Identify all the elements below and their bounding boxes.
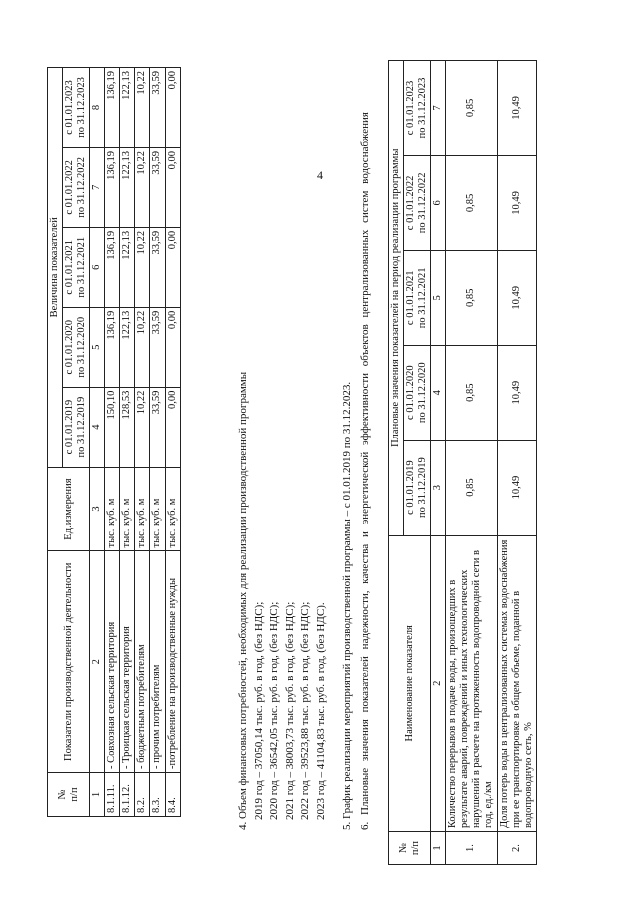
row-value: 0,85: [446, 345, 497, 440]
t1-header-unit: Ед.измерения: [48, 467, 90, 551]
row-value: 0,00: [165, 227, 180, 307]
row-value: 10,49: [497, 250, 536, 345]
row-number: 2.: [497, 832, 536, 865]
row-value: 10,49: [497, 61, 536, 156]
t1-col-number: 3: [90, 467, 105, 551]
row-value: 0,85: [446, 440, 497, 535]
t1-column-numbers: [90, 68, 105, 817]
financing-line: 2019 год – 37050,14 тыс. руб. в год, (без НДС);: [252, 601, 265, 820]
t1-header-num: № п/п: [48, 773, 90, 817]
t1-header-indicator: Показатели производственной деятельности: [48, 551, 90, 773]
section-6-title: 6. Плановые значения показателей надежности, качества и энергетической эффективности объектов централизованных систем водоснабжения: [359, 112, 371, 830]
t1-col-number: 2: [90, 551, 105, 773]
row-unit: тыс. куб. м: [165, 467, 180, 551]
row-value: 136,19: [105, 307, 120, 387]
row-value: 150,10: [105, 387, 120, 467]
row-unit: тыс. куб. м: [120, 467, 135, 551]
t1-col-number: 5: [90, 307, 105, 387]
t2-header-period: с 01.01.2021 по 31.12.2021: [404, 250, 431, 345]
row-number: 8.4.: [165, 773, 180, 817]
row-value: 33,59: [150, 147, 165, 227]
row-value: 0,00: [165, 68, 180, 148]
table-row: [105, 68, 120, 817]
t1-col-number: 8: [90, 68, 105, 148]
t1-col-number: 1: [90, 773, 105, 817]
t2-header-period: с 01.01.2022 по 31.12.2022: [404, 155, 431, 250]
row-value: 0,85: [446, 250, 497, 345]
row-indicator-name: - прочим потребителям: [150, 551, 165, 773]
row-value: 33,59: [150, 227, 165, 307]
section-4-title: 4. Объем финансовых потребностей, необходимых для реализации производственной программы: [237, 371, 249, 830]
t2-col-number: 7: [431, 61, 446, 156]
t1-header-period: с 01.01.2022 по 31.12.2022: [63, 147, 90, 227]
row-value: 10,22: [135, 68, 150, 148]
row-value: 122,13: [120, 68, 135, 148]
t2-col-number: 4: [431, 345, 446, 440]
table-row: [446, 61, 497, 865]
row-value: 0,00: [165, 147, 180, 227]
page-number: 4: [317, 168, 323, 182]
t2-header-period: с 01.01.2020 по 31.12.2020: [404, 345, 431, 440]
t2-header-group: Плановые значения показателей на период реализации программы: [389, 61, 404, 536]
row-value: 10,22: [135, 387, 150, 467]
row-indicator-name: - Троицкая сельская территория: [120, 551, 135, 773]
t2-col-number: 6: [431, 155, 446, 250]
row-unit: тыс. куб. м: [150, 467, 165, 551]
row-value: 122,13: [120, 307, 135, 387]
reliability-indicators-table: [388, 60, 537, 865]
row-number: 8.1.12.: [120, 773, 135, 817]
t2-col-number: 3: [431, 440, 446, 535]
table-row: [120, 68, 135, 817]
t1-header-period: с 01.01.2023 по 31.12.2023: [63, 68, 90, 148]
row-number: 8.3.: [150, 773, 165, 817]
row-value: 33,59: [150, 68, 165, 148]
table-row: [135, 68, 150, 817]
financing-line: 2022 год – 39523,88 тыс. руб. в год, (без НДС);: [299, 601, 311, 820]
t1-header-period: с 01.01.2019 по 31.12.2019: [63, 387, 90, 467]
t2-column-numbers: [431, 61, 446, 865]
row-number: 8.2.: [135, 773, 150, 817]
row-value: 122,13: [120, 227, 135, 307]
table-row: [150, 68, 165, 817]
row-value: 10,49: [497, 345, 536, 440]
row-value: 10,22: [135, 307, 150, 387]
t2-col-number: 2: [431, 535, 446, 832]
row-value: 136,19: [105, 227, 120, 307]
table-row: [497, 61, 536, 865]
section-5-schedule: 5. График реализации мероприятий производственной программы – с 01.01.2019 по 31.12.2023.: [341, 381, 353, 830]
row-value: 0,85: [446, 61, 497, 156]
row-value: 128,53: [120, 387, 135, 467]
t1-col-number: 7: [90, 147, 105, 227]
row-value: 10,49: [497, 155, 536, 250]
row-value: 122,13: [120, 147, 135, 227]
row-value: 0,00: [165, 387, 180, 467]
section-4-financing: [236, 50, 329, 830]
t2-header-name: Наименование показателя: [389, 535, 431, 832]
row-unit: тыс. куб. м: [105, 467, 120, 551]
production-indicators-table: [47, 67, 181, 817]
t1-col-number: 4: [90, 387, 105, 467]
row-value: 136,19: [105, 147, 120, 227]
row-value: 0,00: [165, 307, 180, 387]
row-number: 1.: [446, 832, 497, 865]
row-value: 10,22: [135, 227, 150, 307]
t2-header-num: № п/п: [389, 832, 431, 865]
row-indicator-name: - бюджетным потребителям: [135, 551, 150, 773]
financing-line: 2023 год – 41104,83 тыс. руб. в год, (без НДС).: [314, 602, 327, 820]
row-value: 0,85: [446, 155, 497, 250]
financing-line: 2021 год – 38003,73 тыс. руб. в год, (без НДС);: [283, 601, 296, 820]
t2-header-period: с 01.01.2019 по 31.12.2019: [404, 440, 431, 535]
t2-header-period: с 01.01.2023 по 31.12.2023: [404, 61, 431, 156]
row-indicator-name: -потребление на производственные нужды: [165, 551, 180, 773]
row-value: 136,19: [105, 68, 120, 148]
t2-col-number: 1: [431, 832, 446, 865]
row-number: 8.1.11.: [105, 773, 120, 817]
row-unit: тыс. куб. м: [135, 467, 150, 551]
t1-header-group: Величина показателей: [48, 68, 63, 468]
row-indicator-name: - Совхозная сельская территория: [105, 551, 120, 773]
financing-line: 2020 год – 36542,05 тыс. руб. в год, (без НДС);: [268, 601, 280, 820]
row-indicator-name: Доля потерь воды в централизованных системах водоснабжения при ее транспортировке в общем объеме, поданной в водопроводную сеть, %: [497, 535, 536, 832]
t2-col-number: 5: [431, 250, 446, 345]
t1-header-period: с 01.01.2020 по 31.12.2020: [63, 307, 90, 387]
row-value: 33,59: [150, 387, 165, 467]
t1-header-period: с 01.01.2021 по 31.12.2021: [63, 227, 90, 307]
row-value: 10,49: [497, 440, 536, 535]
t1-col-number: 6: [90, 227, 105, 307]
table-row: [165, 68, 180, 817]
row-value: 33,59: [150, 307, 165, 387]
row-value: 10,22: [135, 147, 150, 227]
row-indicator-name: Количество перерывов в подаче воды, произошедших в результате аварий, повреждений и иных технологических нарушений в расчете на протяженность водопроводной сети в год, ед./км: [446, 535, 497, 832]
